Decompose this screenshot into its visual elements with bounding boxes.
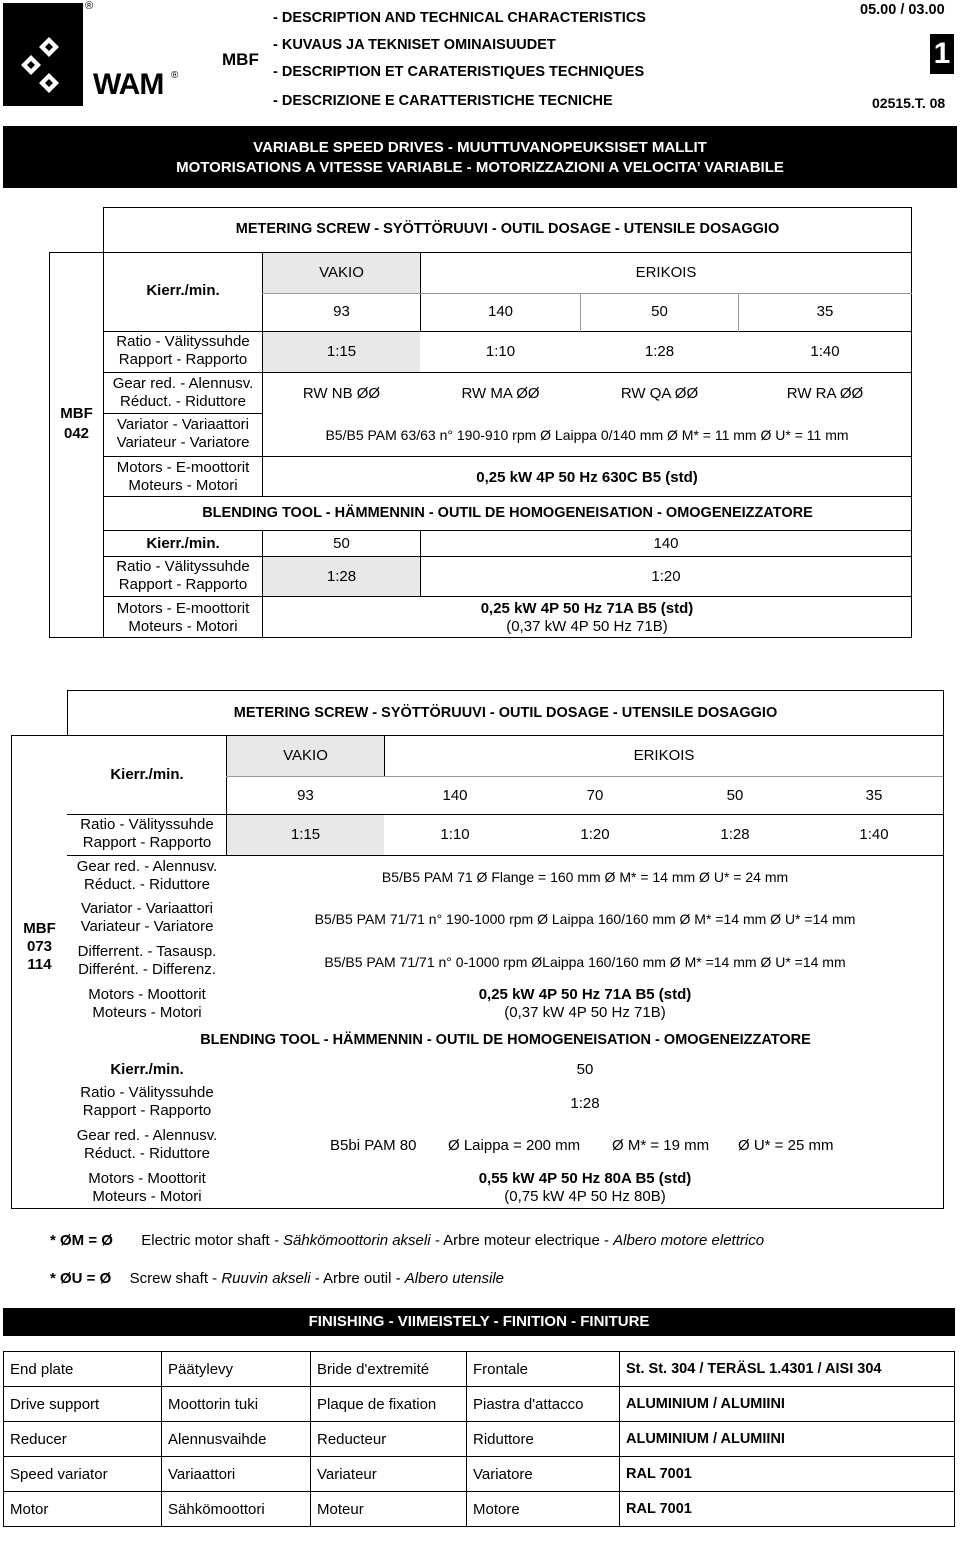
b1-blend-ratio-1: 1:28 [326, 568, 357, 585]
b1-variator: B5/B5 PAM 63/63 n° 190-910 rpm Ø Laippa 0/140 mm Ø M* = 11 mm Ø U* = 11 mm [325, 427, 849, 443]
b1-vakio: VAKIO [319, 264, 364, 281]
b2-metering-title: METERING SCREW - SYÖTTÖRUUVI - OUTIL DOSAGE - UTENSILE DOSAGGIO [233, 705, 778, 721]
b2-diff-label: Differrent. - Tasausp. Differént. - Differenz. [77, 943, 217, 978]
brand-name: WAM [93, 68, 164, 101]
b1-blend-rpm-label: Kierr./min. [146, 535, 220, 552]
b1-blend-speed-2: 140 [653, 535, 679, 552]
table-row [4, 1422, 955, 1457]
b2-ratio-5: 1:40 [859, 826, 889, 843]
fin-cell-it: Frontale [467, 1352, 620, 1387]
b2-speed-2: 140 [442, 787, 468, 804]
b1-gear-3: RW QA ØØ [620, 385, 699, 402]
b2-speed-4: 50 [726, 787, 744, 804]
fin-cell-en: Drive support [4, 1387, 162, 1422]
fin-cell-fr: Bride d'extremité [311, 1352, 467, 1387]
fin-cell-fr: Plaque de fixation [311, 1387, 467, 1422]
b2-blend-ratio: 1:28 [570, 1095, 600, 1112]
fin-cell-fr: Variateur [311, 1457, 467, 1492]
b1-gear-label: Gear red. - Alennusv. Réduct. - Riduttore [112, 375, 254, 410]
b2-blend-gear-1: B5bi PAM 80 [330, 1137, 417, 1154]
fin-cell-en: Speed variator [4, 1457, 162, 1492]
fin-cell-value: ALUMINIUM / ALUMIINI [620, 1422, 955, 1457]
header-line-fi: - KUVAUS JA TEKNISET OMINAISUUDET [273, 37, 556, 53]
b1-blend-title: BLENDING TOOL - HÄMMENNIN - OUTIL DE HOMOGENEISATION - OMOGENEIZZATORE [202, 505, 813, 521]
b1-speed-3: 50 [651, 303, 668, 320]
b1-ratio-4: 1:40 [810, 343, 840, 360]
doc-date: 05.00 / 03.00 [860, 2, 945, 18]
b2-speed-1: 93 [297, 787, 314, 804]
b2-blend-speed: 50 [576, 1061, 594, 1078]
b2-ratio-3: 1:20 [580, 826, 610, 843]
fin-cell-value: St. St. 304 / TERÄSL 1.4301 / AISI 304 [620, 1352, 955, 1387]
b1-blend-motor: 0,25 kW 4P 50 Hz 71A B5 (std) (0,37 kW 4P 50 Hz 71B) [480, 600, 694, 635]
b2-blend-ratio-label: Ratio - Välityssuhde Rapport - Rapporto [80, 1084, 214, 1119]
table-row [4, 1492, 955, 1527]
b2-model: MBF 073 114 [23, 920, 56, 973]
fin-cell-en: Reducer [4, 1422, 162, 1457]
b2-gear: B5/B5 PAM 71 Ø Flange = 160 mm Ø M* = 14 mm Ø U* = 24 mm [381, 869, 789, 885]
note-motor-shaft: * ØM = Ø Electric motor shaft - Sähkömoottorin akseli - Arbre moteur electrique - Albero motore elettrico [50, 1232, 765, 1249]
b1-variator-label: Variator - Variaattori Variateur - Variatore [116, 416, 250, 451]
b1-rpm-label: Kierr./min. [146, 282, 220, 299]
b2-motor-label: Motors - Moottorit Moteurs - Motori [88, 986, 206, 1021]
banner-line-2: MOTORISATIONS A VITESSE VARIABLE - MOTORIZZAZIONI A VELOCITA’ VARIABILE [176, 159, 784, 176]
finishing-title: FINISHING - VIIMEISTELY - FINITION - FINITURE [3, 1308, 955, 1336]
fin-cell-it: Variatore [467, 1457, 620, 1492]
fin-cell-en: Motor [4, 1492, 162, 1527]
header-line-it: - DESCRIZIONE E CARATTERISTICHE TECNICHE [273, 93, 613, 109]
note-screw-shaft: * ØU = Ø Screw shaft - Ruuvin akseli - Arbre outil - Albero utensile [50, 1270, 504, 1287]
b2-vakio: VAKIO [283, 747, 328, 764]
b1-ratio-label: Ratio - Välityssuhde Rapport - Rapporto [116, 333, 250, 368]
fin-cell-fi: Sähkömoottori [162, 1492, 311, 1527]
b1-blend-ratio-2: 1:20 [651, 568, 681, 585]
banner-line-1: VARIABLE SPEED DRIVES - MUUTTUVANOPEUKSISET MALLIT [253, 139, 707, 156]
b1-blend-speed-1: 50 [333, 535, 350, 552]
b1-ratio-2: 1:10 [485, 343, 516, 360]
fin-cell-value: ALUMINIUM / ALUMIINI [620, 1387, 955, 1422]
b1-ratio-1: 1:15 [326, 343, 357, 360]
model-label: MBF [222, 50, 259, 69]
b2-ratio-1: 1:15 [290, 826, 321, 843]
b2-variator-label: Variator - Variaattori Variateur - Variatore [80, 900, 214, 935]
b2-speed-5: 35 [865, 787, 883, 804]
fin-cell-it: Riduttore [467, 1422, 620, 1457]
fin-cell-value: RAL 7001 [620, 1492, 955, 1527]
fin-cell-value: RAL 7001 [620, 1457, 955, 1492]
b2-blend-title: BLENDING TOOL - HÄMMENNIN - OUTIL DE HOMOGENEISATION - OMOGENEIZZATORE [200, 1032, 811, 1048]
wam-logo-icon [3, 3, 83, 106]
b2-blend-motor: 0,55 kW 4P 50 Hz 80A B5 (std) (0,75 kW 4P 50 Hz 80B) [478, 1170, 692, 1205]
fin-cell-fi: Moottorin tuki [162, 1387, 311, 1422]
b2-blend-motor-label: Motors - Moottorit Moteurs - Motori [88, 1170, 206, 1205]
fin-cell-it: Piastra d'attacco [467, 1387, 620, 1422]
b1-metering-title: METERING SCREW - SYÖTTÖRUUVI - OUTIL DOSAGE - UTENSILE DOSAGGIO [235, 221, 780, 237]
table-row [4, 1352, 955, 1387]
b1-model: MBF [60, 405, 93, 422]
section-banner [3, 126, 957, 188]
fin-cell-fi: Päätylevy [162, 1352, 311, 1387]
b2-ratio-4: 1:28 [720, 826, 750, 843]
b1-model-no: 042 [63, 425, 90, 442]
fin-cell-fi: Variaattori [162, 1457, 311, 1492]
b2-blend-gear-4: Ø U* = 25 mm [738, 1137, 834, 1154]
b1-gear-1: RW NB ØØ [302, 385, 381, 402]
brand-registered: ® [171, 70, 179, 81]
b1-speed-2: 140 [487, 303, 514, 320]
b2-blend-gear-2: Ø Laippa = 200 mm [448, 1137, 581, 1154]
fin-cell-fr: Reducteur [311, 1422, 467, 1457]
b2-gear-label: Gear red. - Alennusv. Réduct. - Riduttore [76, 858, 218, 893]
header-line-en: - DESCRIPTION AND TECHNICAL CHARACTERISTICS [273, 10, 646, 26]
table-row [4, 1387, 955, 1422]
b1-motor-label: Motors - E-moottorit Moteurs - Motori [116, 459, 250, 494]
b1-gear-2: RW MA ØØ [461, 385, 540, 402]
b1-gear-4: RW RA ØØ [786, 385, 864, 402]
b2-ratio-2: 1:10 [440, 826, 470, 843]
b2-blend-gear-label: Gear red. - Alennusv. Réduct. - Riduttore [76, 1127, 218, 1162]
b1-erikois: ERIKOIS [635, 264, 697, 281]
registered-mark: ® [85, 0, 94, 12]
fin-cell-it: Motore [467, 1492, 620, 1527]
b2-differential: B5/B5 PAM 71/71 n° 0-1000 rpm ØLaippa 160/160 mm Ø M* =14 mm Ø U* =14 mm [324, 954, 846, 970]
b2-rpm-label: Kierr./min. [110, 766, 184, 783]
b2-blend-gear-3: Ø M* = 19 mm [612, 1137, 710, 1154]
b1-speed-1: 93 [333, 303, 350, 320]
wam-logo [3, 3, 83, 106]
b1-motor: 0,25 kW 4P 50 Hz 630C B5 (std) [476, 469, 698, 486]
page-number: 1 [930, 34, 954, 74]
b1-blend-motor-label: Motors - E-moottorit Moteurs - Motori [116, 600, 250, 635]
header-line-fr: - DESCRIPTION ET CARATERISTIQUES TECHNIQUES [273, 64, 645, 80]
b1-speed-4: 35 [816, 303, 834, 320]
finishing-table [3, 1351, 955, 1527]
fin-cell-fi: Alennusvaihde [162, 1422, 311, 1457]
table-row [4, 1457, 955, 1492]
b2-erikois: ERIKOIS [633, 747, 695, 764]
b2-variator: B5/B5 PAM 71/71 n° 190-1000 rpm Ø Laippa 160/160 mm Ø M* =14 mm Ø U* =14 mm [314, 911, 856, 927]
fin-cell-en: End plate [4, 1352, 162, 1387]
b1-ratio-3: 1:28 [644, 343, 675, 360]
b2-ratio-label: Ratio - Välityssuhde Rapport - Rapporto [80, 816, 214, 851]
b2-motor: 0,25 kW 4P 50 Hz 71A B5 (std) (0,37 kW 4P 50 Hz 71B) [478, 986, 692, 1021]
doc-code: 02515.T. 08 [872, 95, 946, 111]
b2-blend-rpm-label: Kierr./min. [110, 1061, 184, 1078]
fin-cell-fr: Moteur [311, 1492, 467, 1527]
b1-blend-ratio-label: Ratio - Välityssuhde Rapport - Rapporto [116, 558, 250, 593]
b2-speed-3: 70 [586, 787, 604, 804]
